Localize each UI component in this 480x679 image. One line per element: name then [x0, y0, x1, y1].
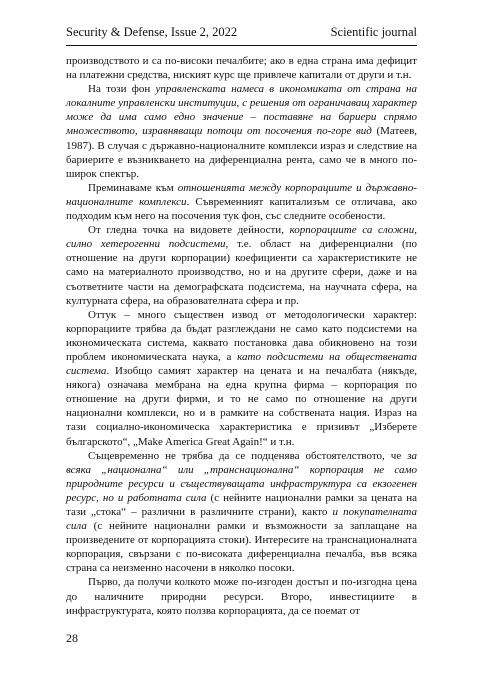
paragraph-text: . Съвременният капитализъм се отличава, ако подходим към него на посочения тук фон, със следните особености.	[66, 195, 417, 223]
paragraph-text: Същевременно не трябва да се подценява обстоятелството, че	[88, 449, 408, 462]
running-header	[66, 25, 417, 40]
article-body	[66, 54, 417, 618]
journal-issue: Security & Defense, Issue 2, 2022	[66, 25, 238, 39]
emphasis-text: като подсистеми на обществената система	[66, 350, 418, 378]
paragraph-text: Оттук – много съществен извод от методологически характер: корпорациите трябва да бъдат разглеждани не само като подсистеми на икономическата система, каквато постановка дава обикновено на този проблем икономическата наука, а	[66, 308, 417, 363]
paragraph	[66, 575, 417, 617]
paragraph-text: производството и са по-високи печалбите; ако в една страна има дефицит на платежни средства, ниският курс ще привлече капитали от други и т.н.	[66, 55, 417, 82]
emphasis-text: управленската намеса в икономиката от страна на локалните управленски институции, с решения от ограничаващ характер може да има само едно значение – поставяне на бариери спрямо множеството, изравняващи потоци от посочения по-горе вид	[66, 83, 418, 138]
paragraph	[66, 181, 417, 223]
paragraph	[66, 308, 417, 449]
paragraph-continued	[66, 54, 417, 82]
paragraph-text: . Изобщо самият характер на цената и на печалбата (някъде, някога) означава мембрана на една крупна фирма – корпорация по отношение на други фирми, и то не само по отношение на други национални комплекси, но и в рамките на собствената нация. Израз на тази социално-икономическа характеристика е призивът „Изберете българското“, „Make America Great Again!“ и т.н.	[66, 365, 417, 448]
paragraph	[66, 223, 417, 308]
paragraph-text: , т.е. област на диференциални (по отношение на други корпорации) коефициенти са характеристиките не само на материалното производство, но и на другите сфери, даже и на съответните части на демографската подсистема, на научната сфера, на културната сфера, на образователната сфера и пр.	[66, 238, 417, 307]
paragraph-text: На този фон	[88, 83, 156, 96]
paragraph-text: (Матеев, 1987). В случая с държавно-националните комплекси израз и следствие на бариерите е възникването на диференциална рента, само че в много по-широк спектър.	[66, 125, 418, 180]
emphasis-text: отношенията между корпорациите и държавно-националните комплекси	[66, 181, 417, 208]
page-number: 28	[66, 631, 78, 645]
paragraph-text: (с нейните национални рамки и възможности за заплащане на произведените от корпорацията стоки). Интересите на транснационалната корпорация, свързани с по-високата диференциална печалба, във всяка страна са неизменно насочени в няколко посоки.	[66, 520, 417, 575]
paragraph-text: (с нейните национални рамки за цената на тази „стока“ – различни в различните страни), както	[66, 491, 417, 518]
emphasis-text: за всяка „национална“ или „транснационална“ корпорация не само природните ресурси и съществуващата инфраструктура са екзогенен ресурс, но и работната сила	[66, 449, 417, 504]
paragraph	[66, 449, 417, 576]
paragraph	[66, 82, 417, 181]
journal-type: Scientific journal	[330, 25, 417, 39]
paragraph-text: Преминаваме към	[88, 181, 178, 194]
header-divider	[66, 45, 417, 46]
paragraph-text: От гледна точка на видовете дейности,	[88, 224, 290, 237]
emphasis-text: корпорациите са сложни, силно хетерогенни подсистеми	[66, 224, 417, 251]
emphasis-text: и покупателната сила	[66, 506, 417, 533]
paragraph-text: Първо, да получи колкото може по-изгоден достъп и по-изгодна цена до наличните природни ресурси. Второ, инвестициите в инфраструктурата, която ползва корпорацията, да се поемат от	[66, 576, 417, 617]
